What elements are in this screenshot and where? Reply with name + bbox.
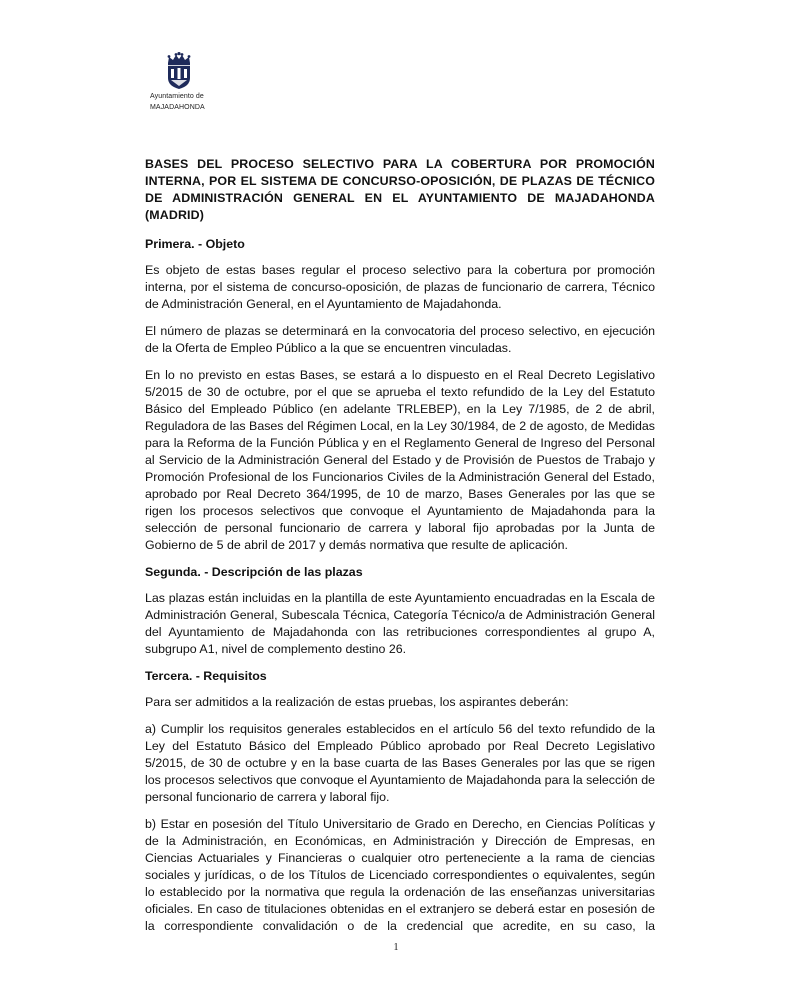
paragraph: En lo no previsto en estas Bases, se estará a lo dispuesto en el Real Decreto Legislativo 5/2015 de 30 de octubre, por el que se aprueba el texto refundido de la Ley del Estatuto Básico del Empleado Público (en adelante TRLEBEP), en la Ley 7/1985, de 2 de abril, Reguladora de las Bases del Régimen Local, en la Ley 30/1984, de 2 de agosto, de Medidas para la Reforma de la Función Pública y en el Reglamento General de Ingreso del Personal al Servicio de la Administración General del Estado y de Provisión de Puestos de Trabajo y Promoción Profesional de los Funcionarios Civiles de la Administración General del Estado, aprobado por Real Decreto 364/1995, de 10 de marzo, Bases Generales por las que se rigen los procesos selectivos que convoque el Ayuntamiento de Majadahonda para la selección de personal funcionario de carrera y laboral fijo aprobadas por la Junta de Gobierno de 5 de abril de 2017 y demás normativa que resulte de aplicación.: [145, 368, 655, 552]
section-heading-segunda: Segunda. - Descripción de las plazas: [145, 565, 363, 579]
paragraph: Las plazas están incluidas en la plantilla de este Ayuntamiento encuadradas en la Escala de Administración General, Subescala Técnica, Categoría Técnico/a de Administración General del Ayuntamiento de Majadahonda con las retribuciones correspondientes al grupo A, subgrupo A1, nivel de complemento destino 26.: [145, 591, 655, 656]
section-heading-primera: Primera. - Objeto: [145, 237, 245, 251]
paragraph: a) Cumplir los requisitos generales establecidos en el artículo 56 del texto refundido de la Ley del Estatuto Básico del Empleado Público aprobado por Real Decreto Legislativo 5/2015, de 30 de octubre y en la base cuarta de las Bases Generales por las que se rigen los procesos selectivos que convoque el Ayuntamiento de Majadahonda para la selección de personal funcionario de carrera y laboral fijo.: [145, 722, 655, 804]
logo-text-line1: Ayuntamiento de: [150, 93, 204, 100]
paragraph: Es objeto de estas bases regular el proceso selectivo para la cobertura por promoción interna, por el sistema de concurso-oposición, de plazas de funcionario de carrera, Técnico de Administración General, en el Ayuntamiento de Majadahonda.: [145, 263, 655, 311]
document-title: BASES DEL PROCESO SELECTIVO PARA LA COBERTURA POR PROMOCIÓN INTERNA, POR EL SISTEMA DE CONCURSO-OPOSICIÓN, DE PLAZAS DE TÉCNICO DE ADMINISTRACIÓN GENERAL EN EL AYUNTAMIENTO DE MAJADAHONDA (MADRID): [145, 157, 655, 222]
section-heading-tercera: Tercera. - Requisitos: [145, 669, 267, 683]
majadahonda-coat-of-arms-icon: [164, 52, 194, 90]
document-body: [145, 156, 655, 945]
paragraph: b) Estar en posesión del Título Universitario de Grado en Derecho, en Ciencias Políticas y de la Administración, en Económicas, en Administración y Dirección de Empresas, en Ciencias Actuariales y Financieras o cualquier otro perteneciente a la rama de ciencias sociales y jurídicas, o de los Títulos de Licenciado correspondientes o equivalentes, según lo establecido por la normativa que regula la ordenación de las enseñanzas universitarias oficiales. En caso de titulaciones obtenidas en el extranjero se deberá estar en posesión de la correspondiente convalidación o de la credencial que acredite, en su caso, la: [145, 817, 655, 933]
paragraph: El número de plazas se determinará en la convocatoria del proceso selectivo, en ejecución de la Oferta de Empleo Público a la que se encuentren vinculadas.: [145, 324, 655, 355]
page-number: 1: [393, 942, 399, 953]
logo: [150, 52, 230, 112]
logo-text-line2: MAJADAHONDA: [150, 104, 205, 111]
paragraph: Para ser admitidos a la realización de estas pruebas, los aspirantes deberán:: [145, 695, 569, 709]
